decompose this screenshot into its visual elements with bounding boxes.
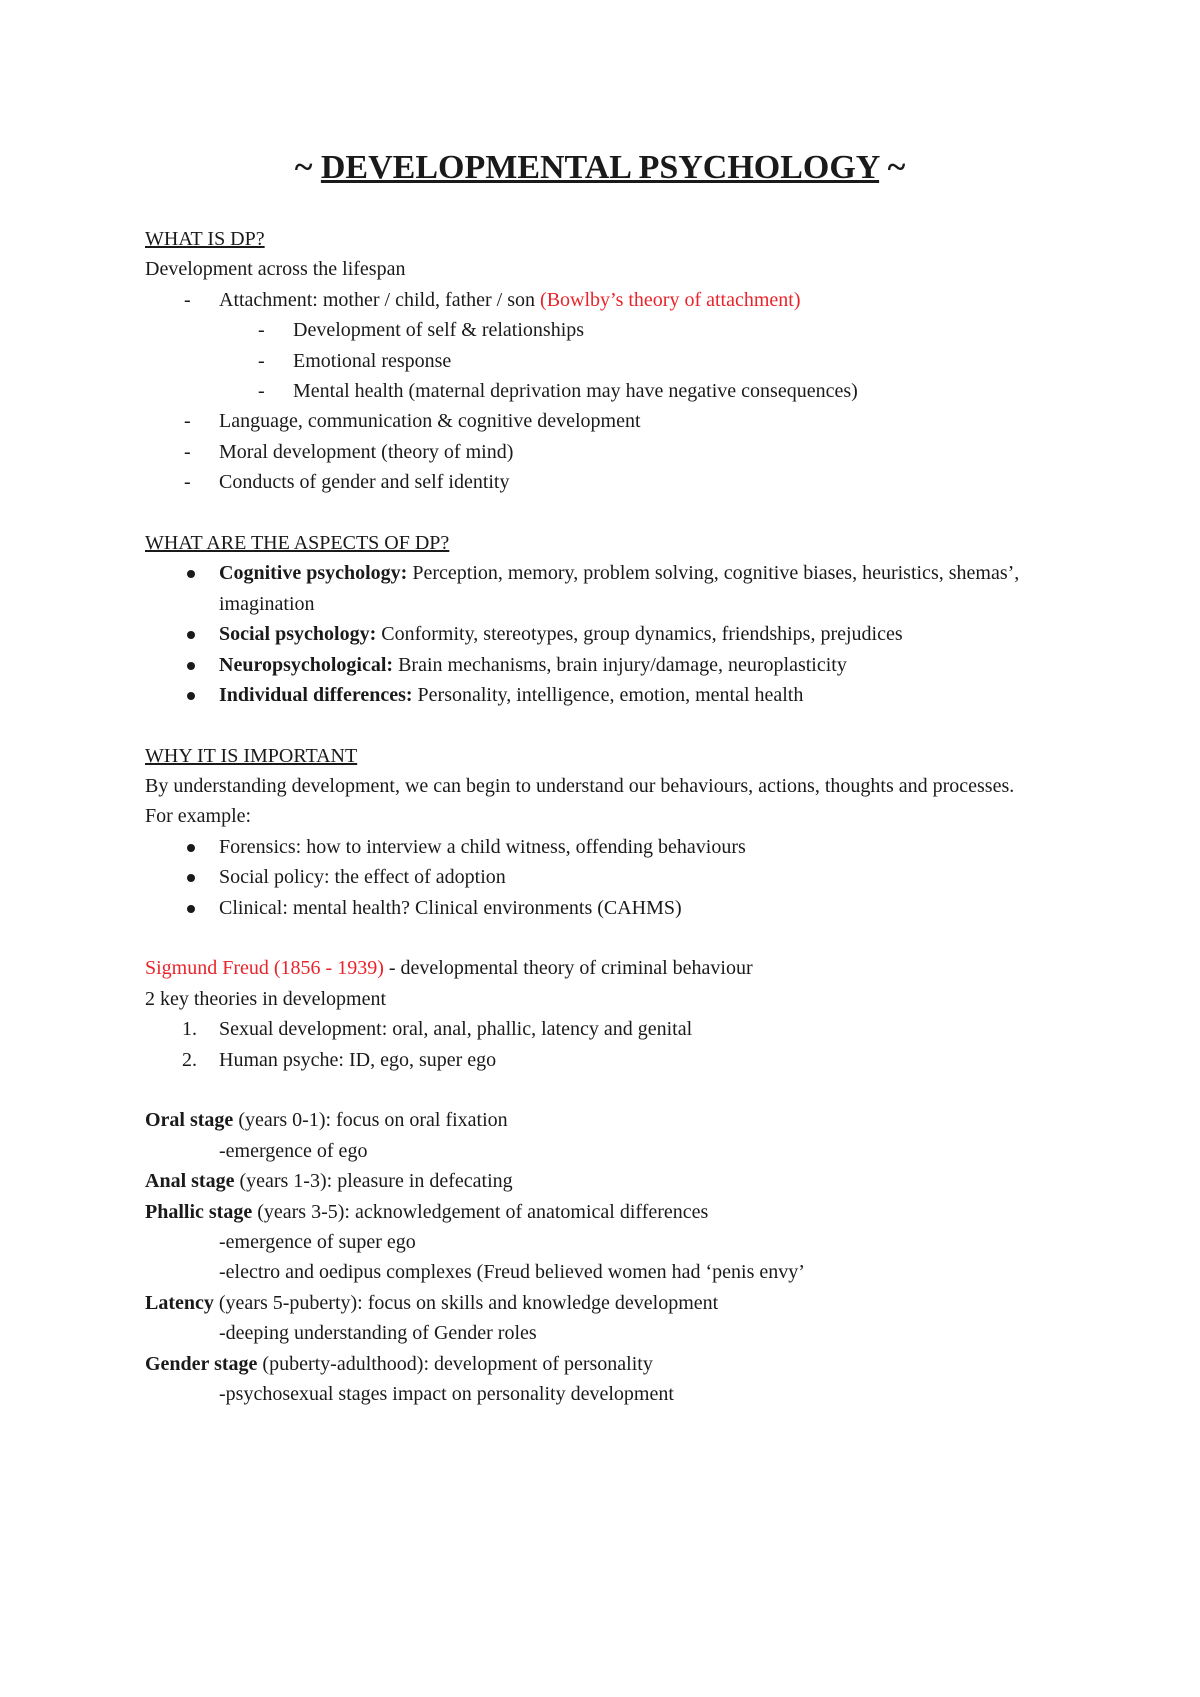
dash-marker: - [184,440,191,463]
numbered-item [145,1014,1045,1044]
dash-marker: - [258,379,265,402]
bullet-item [145,619,1045,649]
bullet-dot [187,692,195,700]
sub-item-text: Emotional response [293,349,452,372]
stage-oral [145,1105,1045,1135]
bullet-dot [187,905,195,913]
stage-name: Gender stage [145,1352,258,1375]
stage-name: Latency [145,1291,214,1314]
title-suffix: ~ [879,149,906,186]
dash-marker: - [184,471,191,494]
freud-intro: 2 key theories in development [145,987,387,1010]
item-number: 1. [182,1018,197,1041]
stage-desc: (years 3-5): acknowledgement of anatomical differences [252,1200,709,1223]
attachment-ref: (Bowlby’s theory of attachment) [540,288,801,311]
bullet-text: Clinical: mental health? Clinical environments (CAHMS) [219,896,682,919]
bullet-dot [187,874,195,882]
list-item-text: Language, communication & cognitive development [219,410,641,433]
list-item [145,406,1045,436]
title-prefix: ~ [294,149,321,186]
stage-desc: (years 0-1): focus on oral fixation [233,1109,508,1132]
stage-desc: (years 1-3): pleasure in defecating [234,1170,513,1193]
section-heading-why: WHY IT IS IMPORTANT [145,744,358,767]
aspect-term: Individual differences: [219,683,413,706]
stage-name: Anal stage [145,1170,235,1193]
stage-note: -emergence of ego [219,1139,368,1162]
stage-note: -deeping understanding of Gender roles [219,1322,537,1345]
stage-desc: (years 5-puberty): focus on skills and knowledge development [213,1291,719,1314]
stage-name: Phallic stage [145,1200,253,1223]
stage-desc: (puberty-adulthood): development of personality [257,1352,653,1375]
item-number: 2. [182,1048,197,1071]
list-item-text: Moral development (theory of mind) [219,440,514,463]
bullet-text: Social policy: the effect of adoption [219,866,506,889]
freud-name: Sigmund Freud (1856 - 1939) [145,957,384,980]
aspect-desc: Perception, memory, problem solving, cognitive biases, heuristics, shemas’, imagination [219,562,1020,615]
spacer [145,1075,1045,1105]
freud-desc: - developmental theory of criminal behaviour [383,957,753,980]
sub-item-text: Development of self & relationships [293,319,585,342]
bullet-dot [187,844,195,852]
bullet-dot [187,662,195,670]
stage-gender [145,1349,1045,1379]
spacer [145,710,1045,740]
stage-latency [145,1288,1045,1318]
why-paragraph: By understanding development, we can begin to understand our behaviours, actions, thoughts and processes. For example: [145,775,1015,828]
spacer [145,923,1045,953]
what-is-intro: Development across the lifespan [145,258,406,281]
title-text: DEVELOPMENTAL PSYCHOLOGY [320,149,880,186]
bullet-item [145,893,1045,923]
stage-anal [145,1166,1045,1196]
spacer [145,498,1045,528]
document-body [145,224,1045,1409]
list-item-sub [145,346,1045,376]
list-item-sub [145,376,1045,406]
stage-note: -emergence of super ego [219,1230,416,1253]
dash-marker: - [184,288,191,311]
numbered-text: Sexual development: oral, anal, phallic, latency and genital [219,1018,693,1041]
stage-note: -psychosexual stages impact on personality development [219,1382,674,1405]
list-item-sub [145,315,1045,345]
sub-item-text: Mental health (maternal deprivation may have negative consequences) [293,379,858,402]
aspect-term: Social psychology: [219,623,377,646]
list-item-attachment [145,285,1045,315]
bullet-item [145,680,1045,710]
attachment-text: Attachment: mother / child, father / son [219,288,541,311]
bullet-dot [187,570,195,578]
bullet-item [145,832,1045,862]
stage-phallic [145,1197,1045,1227]
page-title [0,146,1200,190]
aspect-desc: Brain mechanisms, brain injury/damage, neuroplasticity [393,653,847,676]
dash-marker: - [258,349,265,372]
aspect-term: Neuropsychological: [219,653,394,676]
aspect-term: Cognitive psychology: [219,562,408,585]
section-heading-aspects: WHAT ARE THE ASPECTS OF DP? [145,531,450,554]
list-item [145,467,1045,497]
bullet-item [145,558,1045,619]
list-item-text: Conducts of gender and self identity [219,471,510,494]
dash-marker: - [258,319,265,342]
freud-line [145,953,1045,983]
bullet-text: Forensics: how to interview a child witness, offending behaviours [219,835,746,858]
aspect-desc: Personality, intelligence, emotion, mental health [412,683,804,706]
aspect-desc: Conformity, stereotypes, group dynamics, friendships, prejudices [376,623,903,646]
dash-marker: - [184,410,191,433]
section-heading-what-is: WHAT IS DP? [145,228,265,250]
bullet-item [145,650,1045,680]
numbered-text: Human psyche: ID, ego, super ego [219,1048,497,1071]
stage-name: Oral stage [145,1109,234,1132]
bullet-item [145,862,1045,892]
bullet-dot [187,631,195,639]
stage-note: -electro and oedipus complexes (Freud believed women had ‘penis envy’ [219,1261,805,1284]
list-item [145,437,1045,467]
numbered-item [145,1045,1045,1075]
